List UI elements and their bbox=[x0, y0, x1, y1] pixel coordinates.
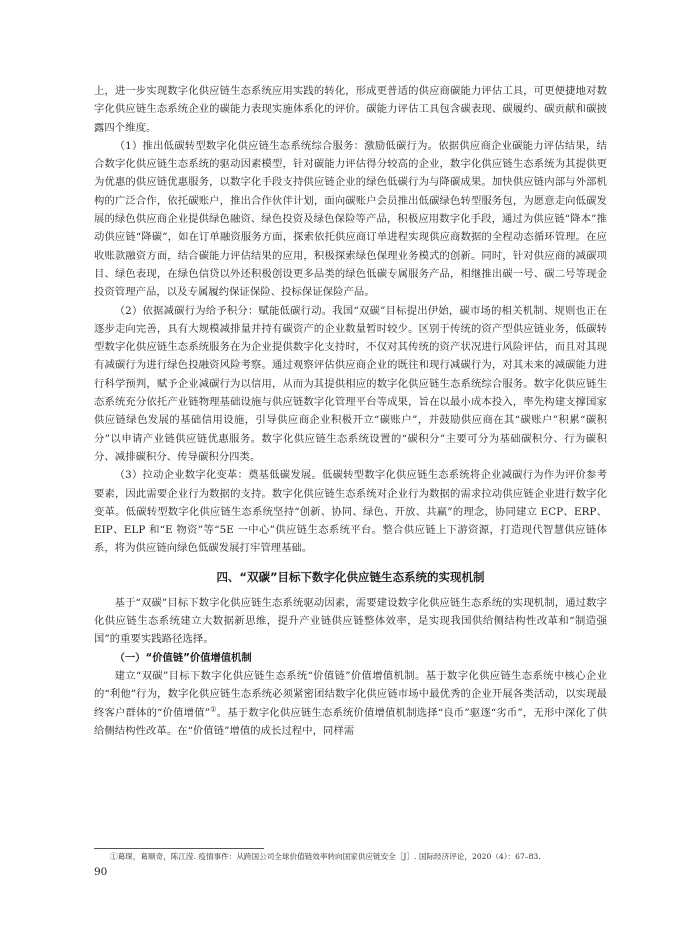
page-number: 90 bbox=[94, 866, 108, 878]
paragraph-intro: 上，进一步实现数字化供应链生态系统应用实践的转化，形成更普适的供应商碳能力评估工具，可更便捷地对数字化供应链生态系统企业的碳能力表现实施体系化的评价。碳能力评估工具包含碳表现、碳履约、碳贡献和碳披露四个维度。 bbox=[94, 85, 607, 134]
paragraph-section-intro: 基于“双碳”目标下数字化供应链生态系统驱动因素，需要建设数字化供应链生态系统的实现机制，通过数字化供应链生态系统建立大数据新思维，提升产业链供应链整体效率，是实现我国供给侧结构性改革和“制造强国”的重要实践路径选择。 bbox=[94, 596, 607, 646]
footnote-marker: ① bbox=[210, 705, 217, 714]
paragraph-item-1: （1）推出低碳转型数字化供应链生态系统综合服务：激励低碳行为。依据供应商企业碳能力评估结果，结合数字化供应链生态系统的驱动因素模型，针对碳能力评估得分较高的企业，数字化供应链生态系统为其提供更为优惠的供应链优惠服务，以数字化手段支持供应链企业的绿色低碳行为与降碳成果。加快供应链内部与外部机构的广泛合作，依托碳账户，推出合作伙伴计划，面向碳账户会员推出低碳绿色转型服务包，为愿意走向低碳发展的绿色供应商企业提供绿色融资、绿色投资及绿色保险等产品，积极应用数字化手段，通过为供应链“降本”推动供应链“降碳”，如在订单融资服务方面，探索依托供应商订单进程实现供应商数据的全程动态循环管理。在应收账款融资方面，结合碳能力评估结果的应用，积极探索绿色保理业务模式的创新。同时，针对供应商的减碳项目、绿色表现，在绿色信贷以外还积极创设更多品类的绿色低碳专属服务产品，相继推出碳一号、碳二号等现金投资管理产品，以及专属履约保证保险、投标保证保险产品。 bbox=[94, 139, 607, 299]
subsection-heading: （一）“价值链”价值增值机制 bbox=[114, 651, 252, 664]
paragraph-value-chain-tail: 。基于数字化供应链生态系统价值增值机制选择“良币”驱逐“劣币”，无形中深化了供给侧结构性改革。在“价值链”增值的成长过程中，同样需 bbox=[94, 706, 607, 737]
paragraph-value-chain-text: 建立“双碳”目标下数字化供应链生态系统“价值链”价值增值机制。基于数字化供应链生态系统中核心企业的“利他”行为，数字化供应链生态系统必须紧密团结数字化供应链市场中最优秀的企业开展各类活动，以实现最终客户群体的“价值增值” bbox=[94, 669, 607, 719]
paragraph-item-3: （3）拉动企业数字化变革：奠基低碳发展。低碳转型数字化供应链生态系统将企业减碳行为作为评价参考要素，因此需要企业行为数据的支持。数字化供应链生态系统对企业行为数据的需求拉动供应链企业进行数字化变革。低碳转型数字化供应链生态系统坚持“创新、协同、绿色、开放、共赢”的理念，协同建立 ECP、ERP、EIP、ELP 和“E 物资”等“5E 一中心”供应链生态系统平台。整合供应链上下游资源，打造现代智慧供应链体系，将为供应链向绿色低碳发展打牢管理基础。 bbox=[94, 469, 607, 555]
footnote-divider bbox=[94, 848, 264, 849]
paragraph-item-2: （2）依据减碳行为给予积分：赋能低碳行动。我国“双碳”目标提出伊始，碳市场的相关机制、规则也正在逐步走向完善，具有大规模减排量并持有碳资产的企业数量暂时较少。区别于传统的资产型供应链业务，低碳转型数字化供应链生态系统服务在为企业提供数字化支持时，不仅对其传统的资产状况进行风险评估，而且对其现有减碳行为进行绿色投融资风险考察。通过观察评估供应商企业的既往和现行减碳行为，对其未来的减碳能力进行科学预判，赋予企业减碳行为以信用，从而为其提供相应的数字化供应链生态系统综合服务。数字化供应链生态系统充分依托产业链物理基础设施与供应链数字化管理平台等成果，旨在以最小成本投入，率先构建支撑国家供应链绿色发展的基础信用设施，引导供应商企业积极开立“碳账户”，并鼓励供应商在其“碳账户”积累“碳积分”以申请产业链供应链优惠服务。数字化供应链生态系统设置的“碳积分”主要可分为基础碳积分、行为碳积分、减排碳积分、传导碳积分四类。 bbox=[94, 304, 607, 463]
paragraph-value-chain bbox=[94, 667, 607, 740]
footnote: ①葛琛，葛顺奇，陈江滢. 疫情事件：从跨国公司全球价值链效率转向国家供应链安全［J］. 国际经济评论，2020（4）：67–83. bbox=[110, 852, 541, 861]
page-body bbox=[94, 82, 607, 740]
section-heading: 四、“双碳”目标下数字化供应链生态系统的实现机制 bbox=[216, 569, 485, 584]
